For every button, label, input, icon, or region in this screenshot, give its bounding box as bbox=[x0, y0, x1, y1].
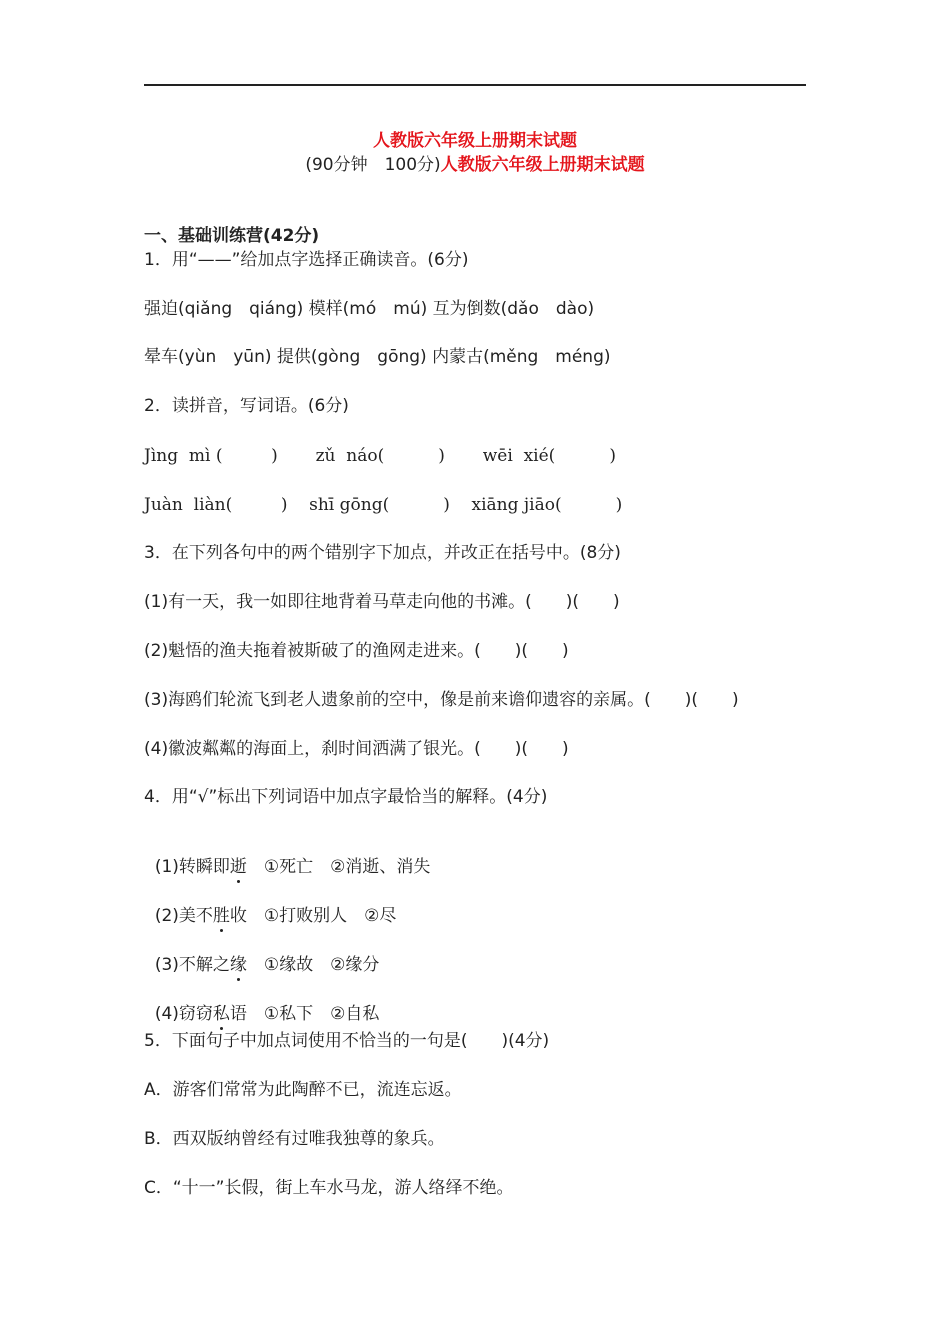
question-2-row-2: Juàn liàn( ) shī gōng( ) xiāng jiāo( ) bbox=[144, 495, 623, 515]
word-suffix: 收 bbox=[229, 906, 247, 926]
word-prefix: (2)美不 bbox=[154, 906, 213, 926]
meaning-options: ①打败别人 ②尽 bbox=[263, 906, 397, 926]
question-2-prompt: 2．读拼音，写词语。(6分) bbox=[144, 396, 349, 416]
dotted-character: 私 bbox=[212, 1004, 230, 1024]
header-rule bbox=[144, 84, 806, 86]
page-title: 人教版六年级上册期末试题 bbox=[373, 131, 577, 151]
meaning-options: ①私下 ②自私 bbox=[263, 1004, 380, 1024]
dotted-character: 胜 bbox=[212, 906, 230, 926]
question-1-row-1: 强迫(qiǎng qiáng) 模样(mó mú) 互为倒数(dǎo dào) bbox=[144, 299, 595, 319]
question-3-item: (3)海鸥们轮流飞到老人遗象前的空中，像是前来谵仰遗容的亲属。( )( ) bbox=[144, 690, 739, 710]
question-3-item: (4)徽波粼粼的海面上，刹时间洒满了银光。( )( ) bbox=[144, 739, 569, 759]
question-5-option: B．西双版纳曾经有过唯我独尊的象兵。 bbox=[144, 1129, 445, 1149]
question-3-item: (1)有一天，我一如即往地背着马草走向他的书滩。( )( ) bbox=[144, 592, 620, 612]
question-5-prompt: 5．下面句子中加点词使用不恰当的一句是( )(4分) bbox=[144, 1031, 550, 1051]
question-5-option: A．游客们常常为此陶醉不已，流连忘返。 bbox=[144, 1080, 462, 1100]
question-4-item bbox=[144, 981, 379, 1025]
word-prefix: (4)窃窃 bbox=[154, 1004, 213, 1024]
dotted-character: 逝 bbox=[229, 857, 247, 877]
meaning-options: ①死亡 ②消逝、消失 bbox=[263, 857, 431, 877]
subtitle-title: 人教版六年级上册期末试题 bbox=[440, 155, 645, 175]
word-prefix: (1)转瞬即 bbox=[154, 857, 230, 877]
page-subtitle bbox=[0, 150, 950, 175]
dotted-character: 缘 bbox=[229, 955, 247, 975]
question-1-prompt: 1．用“——”给加点字选择正确读音。(6分) bbox=[144, 250, 469, 270]
subtitle-time-score: (90分钟 100分) bbox=[305, 155, 441, 175]
question-4-prompt: 4．用“√”标出下列词语中加点字最恰当的解释。(4分) bbox=[144, 787, 548, 807]
meaning-options: ①缘故 ②缘分 bbox=[263, 955, 380, 975]
question-3-item: (2)魁悟的渔夫拖着被斯破了的渔网走进来。( )( ) bbox=[144, 641, 569, 661]
section-heading: 一、基础训练营(42分) bbox=[144, 226, 320, 246]
question-4-item bbox=[144, 932, 379, 976]
question-5-option: C．“十一”长假，街上车水马龙，游人络绎不绝。 bbox=[144, 1178, 514, 1198]
word-suffix: 语 bbox=[229, 1004, 247, 1024]
question-4-item bbox=[144, 834, 430, 878]
question-2-row-1: Jìng mì ( ) zǔ náo( ) wēi xié( ) bbox=[144, 446, 616, 466]
question-4-item bbox=[144, 883, 396, 927]
question-3-prompt: 3．在下列各句中的两个错别字下加点，并改正在括号中。(8分) bbox=[144, 543, 621, 563]
question-1-row-2: 晕车(yùn yūn) 提供(gòng gōng) 内蒙古(měng méng) bbox=[144, 347, 611, 367]
word-prefix: (3)不解之 bbox=[154, 955, 230, 975]
